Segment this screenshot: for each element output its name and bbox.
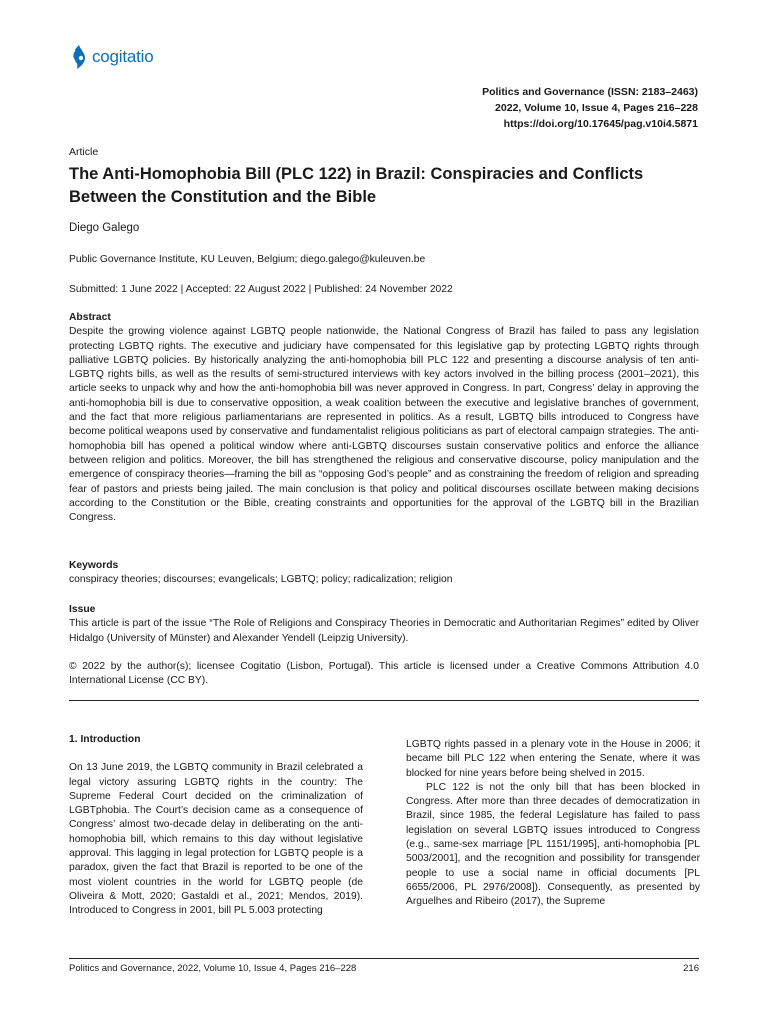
abstract-text: Despite the growing violence against LGBTQ people nationwide, the National Congress of Brazil has failed to pass any legislation protecting LGBTQ rights. The executive and judiciary have compensated for this legislative gap by protecting LGBTQ rights through palliative LGBTQ policies. By historically analyzing the anti-homophobia bill PLC 122 and presenting a discourse analysis of ten anti-LGBTQ rights bills, as well as the results of semi-structured interviews with key actors involved in the billing process (2001–2021), this article seeks to unpack why and how the anti-homophobia bill was never approved in Congress. In part, Congress’ delay in approving the anti-homophobia bill is due to conservative opposition, a weak coalition between the executive and legislative branches of government, and the fact that more religious parliamentarians are represented in politics. As a result, LGBTQ bills introduced to Congress have become political weapons used by conservative and fundamentalist religious politicians as part of electoral campaign strategies. The anti-homophobia bill has opened a political window where anti-LGBTQ discourses sustain conservative politics and enforce the alliance between religion and politics. Moreover, the bill has strengthened the religious and conservative discourse, policy manipulation and the emergence of conspiracy theories—framing the bill as “opposing God’s people” and as constraining the freedom of religion and spreading fear of pastors and priests being jailed. The main conclusion is that policy and political discourses oscillate between making decisions according to the Constitution or the Bible, creating constraints and opportunities for the approval of the LGBTQ bill in the Brazilian Congress. xyxy=(69,326,699,524)
body-paragraph: On 13 June 2019, the LGBTQ community in Brazil celebrated a legal victory assuring LGBTQ rights in the country: The Supreme Federal Court decided on the criminalization of LGBTphobia. The Court’s decision came as a consequence of Congress’ almost two-decade delay in deliberating on the anti-homophobia bill, which remains to this day without legislative approval. This lagging in legal protection for LGBTQ people is a paradox, given the fact that Brazil is reported to be one of the most violent countries in the world for LGBTQ people (de Oliveira & Mott, 2020; Gastaldi et al., 2021; Mendos, 2019). Introduced to Congress in 2001, bill PL 5.003 protecting xyxy=(69,762,363,917)
license-section xyxy=(69,660,699,689)
brand-name: cogitatio xyxy=(92,47,154,66)
abstract-section xyxy=(69,311,699,525)
footer-divider xyxy=(69,958,699,959)
section-title-introduction: 1. Introduction xyxy=(69,734,141,745)
page-footer xyxy=(69,963,699,974)
body-paragraph: PLC 122 is not the only bill that has been blocked in Congress. After more than three decades of democratization in Brazil, since 1985, the federal Legislature has failed to pass legislation on several LGBTQ issues introduced to Congress (e.g., same-sex marriage [PL 1151/1995], anti-homophobia [PL 5003/2001], and the recognition and possibility for transgender people to use a social name in official documents [PL 6655/2006, PL 2976/2008]). Consequently, as presented by Arguelhes and Ribeiro (2017), the Supreme xyxy=(406,781,700,908)
journal-doi-link[interactable]: https://doi.org/10.17645/pag.v10i4.5871 xyxy=(503,118,698,130)
publisher-logo[interactable] xyxy=(69,44,154,70)
keywords-heading: Keywords xyxy=(69,560,119,571)
article-type: Article xyxy=(69,146,99,158)
publication-dates: Submitted: 1 June 2022 | Accepted: 22 August 2022 | Published: 24 November 2022 xyxy=(69,284,453,295)
body-column-right xyxy=(406,738,700,910)
journal-volume-pages: 2022, Volume 10, Issue 4, Pages 216–228 xyxy=(495,102,698,114)
header-divider xyxy=(69,700,699,701)
journal-name-issn: Politics and Governance (ISSN: 2183–2463) xyxy=(482,86,698,98)
issue-section xyxy=(69,603,699,646)
body-column-left xyxy=(69,733,363,919)
journal-info xyxy=(482,84,698,132)
keywords-section xyxy=(69,559,699,588)
author-name: Diego Galego xyxy=(69,222,140,234)
license-text: © 2022 by the author(s); licensee Cogitatio (Lisbon, Portugal). This article is licensed under a Creative Commons Attribution 4.0 International License (CC BY). xyxy=(69,661,699,687)
footer-citation: Politics and Governance, 2022, Volume 10, Issue 4, Pages 216–228 xyxy=(69,963,357,974)
article-title: The Anti-Homophobia Bill (PLC 122) in Brazil: Conspiracies and Conflicts Between the Constitution and the Bible xyxy=(69,165,644,206)
abstract-heading: Abstract xyxy=(69,312,111,323)
cogitatio-logo-icon xyxy=(69,44,89,70)
author-affiliation: Public Governance Institute, KU Leuven, Belgium; diego.galego@kuleuven.be xyxy=(69,254,426,265)
issue-heading: Issue xyxy=(69,604,96,615)
keywords-text: conspiracy theories; discourses; evangelicals; LGBTQ; policy; radicalization; religion xyxy=(69,574,453,586)
page-number: 216 xyxy=(683,963,699,974)
body-paragraph: LGBTQ rights passed in a plenary vote in the House in 2006; it became bill PLC 122 when entering the Senate, where it was blocked for nine years before being shelved in 2015. xyxy=(406,739,700,779)
issue-text: This article is part of the issue “The Role of Religions and Conspiracy Theories in Democratic and Authoritarian Regimes” edited by Oliver Hidalgo (University of Münster) and Alexander Yendell (Leipzig University). xyxy=(69,618,699,644)
